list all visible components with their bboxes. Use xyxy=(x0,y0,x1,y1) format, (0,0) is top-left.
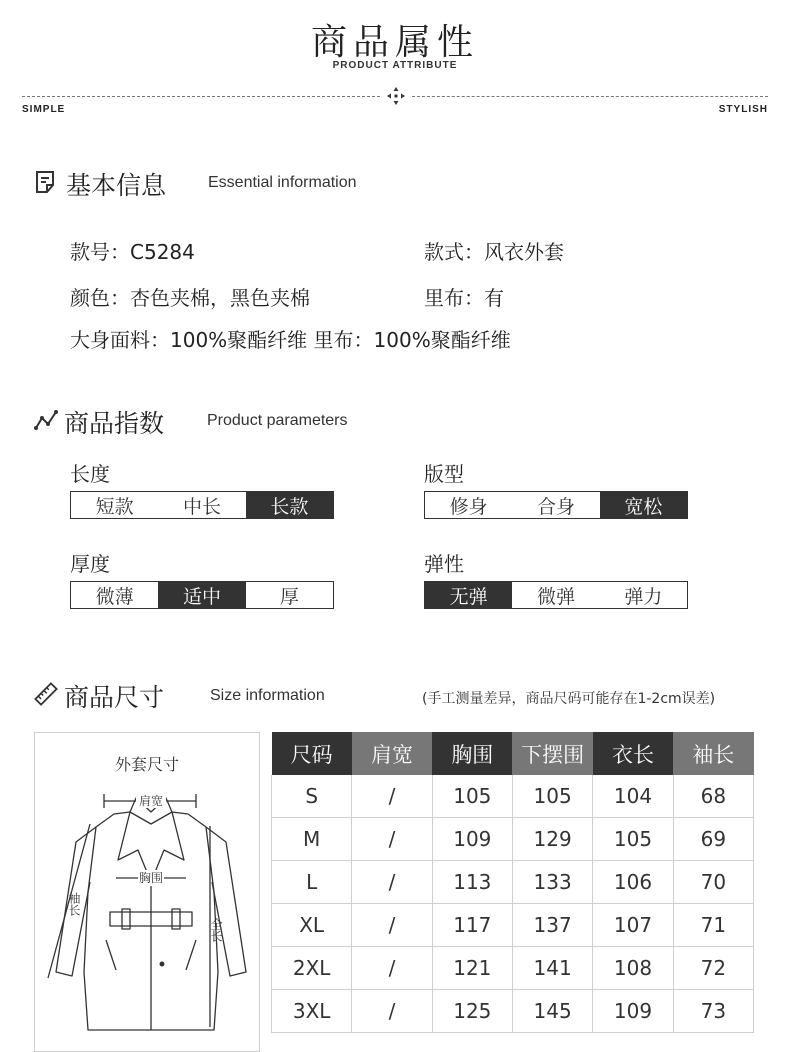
size-cell: 70 xyxy=(673,861,753,904)
params-title-en: Product parameters xyxy=(207,412,348,429)
divider-left xyxy=(22,96,380,97)
size-cell: M xyxy=(272,818,352,861)
size-cell: 105 xyxy=(432,775,512,818)
size-cell: 105 xyxy=(512,775,592,818)
table-row xyxy=(272,775,754,818)
size-table-header xyxy=(272,732,754,775)
param-option: 无弹 xyxy=(425,582,512,608)
size-table xyxy=(271,732,754,1033)
size-cell: 72 xyxy=(673,947,753,990)
material-info: 大身面料：100%聚酯纤维 里布：100%聚酯纤维 xyxy=(70,328,511,352)
basic-info-title-en: Essential information xyxy=(208,174,357,191)
size-cell: 68 xyxy=(673,775,753,818)
size-cell: 105 xyxy=(593,818,673,861)
size-cell: 145 xyxy=(512,990,592,1033)
size-note: (手工测量差异，商品尺码可能存在1-2cm误差) xyxy=(422,691,716,707)
size-cell: L xyxy=(272,861,352,904)
size-header-cell: 袖长 xyxy=(673,732,753,775)
param-option: 合身 xyxy=(512,492,599,518)
param-option: 适中 xyxy=(158,582,245,608)
params-title: 商品指数 xyxy=(64,409,165,438)
param-option: 宽松 xyxy=(600,492,687,518)
param-label-fit: 版型 xyxy=(424,462,464,486)
size-header-cell: 肩宽 xyxy=(352,732,432,775)
size-cell: / xyxy=(352,775,432,818)
coat-label-sleeve: 袖长 xyxy=(67,892,81,916)
param-scale-thickness xyxy=(70,581,334,609)
size-cell: S xyxy=(272,775,352,818)
size-header-cell: 衣长 xyxy=(593,732,673,775)
param-option: 修身 xyxy=(425,492,512,518)
param-option: 中长 xyxy=(158,492,245,518)
param-option: 弹力 xyxy=(600,582,687,608)
table-row xyxy=(272,947,754,990)
size-header-cell: 胸围 xyxy=(432,732,512,775)
param-option: 微薄 xyxy=(71,582,158,608)
divider-right xyxy=(412,96,768,97)
param-label-thickness: 厚度 xyxy=(70,552,110,576)
size-cell: 73 xyxy=(673,990,753,1033)
header-right-tag: STYLISH xyxy=(718,104,768,115)
table-row xyxy=(272,990,754,1033)
size-cell: 141 xyxy=(512,947,592,990)
size-cell: 137 xyxy=(512,904,592,947)
style-type: 款式：风衣外套 xyxy=(424,240,564,264)
size-cell: 3XL xyxy=(272,990,352,1033)
size-cell: 71 xyxy=(673,904,753,947)
size-cell: 106 xyxy=(593,861,673,904)
size-cell: 109 xyxy=(432,818,512,861)
param-option: 厚 xyxy=(246,582,333,608)
size-cell: / xyxy=(352,861,432,904)
color-info: 颜色：杏色夹棉，黑色夹棉 xyxy=(70,286,310,310)
param-scale-fit xyxy=(424,491,688,519)
lining-info: 里布：有 xyxy=(424,286,504,310)
param-option: 长款 xyxy=(246,492,333,518)
size-cell: 2XL xyxy=(272,947,352,990)
size-title: 商品尺寸 xyxy=(64,683,165,712)
size-cell: / xyxy=(352,904,432,947)
ruler-icon xyxy=(34,682,58,706)
size-cell: 121 xyxy=(432,947,512,990)
table-row xyxy=(272,861,754,904)
size-header-cell: 下摆围 xyxy=(512,732,592,775)
size-cell: 117 xyxy=(432,904,512,947)
basic-info-title: 基本信息 xyxy=(66,171,167,200)
size-cell: XL xyxy=(272,904,352,947)
param-scale-length xyxy=(70,491,334,519)
size-cell: 104 xyxy=(593,775,673,818)
coat-label-shoulder: 肩宽 xyxy=(138,794,164,808)
size-cell: 108 xyxy=(593,947,673,990)
header-left-tag: SIMPLE xyxy=(22,104,66,115)
page-subtitle: PRODUCT ATTRIBUTE xyxy=(332,60,458,71)
size-cell: 69 xyxy=(673,818,753,861)
param-scale-elasticity xyxy=(424,581,688,609)
coat-label-length: 全长 xyxy=(209,918,223,942)
trend-line-icon xyxy=(34,408,58,432)
size-header-cell: 尺码 xyxy=(272,732,352,775)
page-title: 商品属性 xyxy=(310,22,479,63)
cross-ornament-icon xyxy=(386,86,406,106)
size-cell: / xyxy=(352,947,432,990)
style-number: 款号：C5284 xyxy=(70,240,195,264)
size-title-en: Size information xyxy=(210,687,325,704)
size-cell: 107 xyxy=(593,904,673,947)
param-label-elasticity: 弹性 xyxy=(424,552,464,576)
coat-diagram-illustration xyxy=(34,732,260,1044)
param-option: 微弹 xyxy=(512,582,599,608)
size-cell: 125 xyxy=(432,990,512,1033)
size-cell: 129 xyxy=(512,818,592,861)
param-option: 短款 xyxy=(71,492,158,518)
size-cell: 109 xyxy=(593,990,673,1033)
table-row xyxy=(272,904,754,947)
size-cell: 133 xyxy=(512,861,592,904)
size-cell: 113 xyxy=(432,861,512,904)
coat-label-chest: 胸围 xyxy=(138,871,164,885)
coat-diagram-title: 外套尺寸 xyxy=(114,755,179,774)
param-label-length: 长度 xyxy=(70,462,110,486)
table-row xyxy=(272,818,754,861)
size-cell: / xyxy=(352,990,432,1033)
document-icon xyxy=(34,170,58,194)
size-cell: / xyxy=(352,818,432,861)
